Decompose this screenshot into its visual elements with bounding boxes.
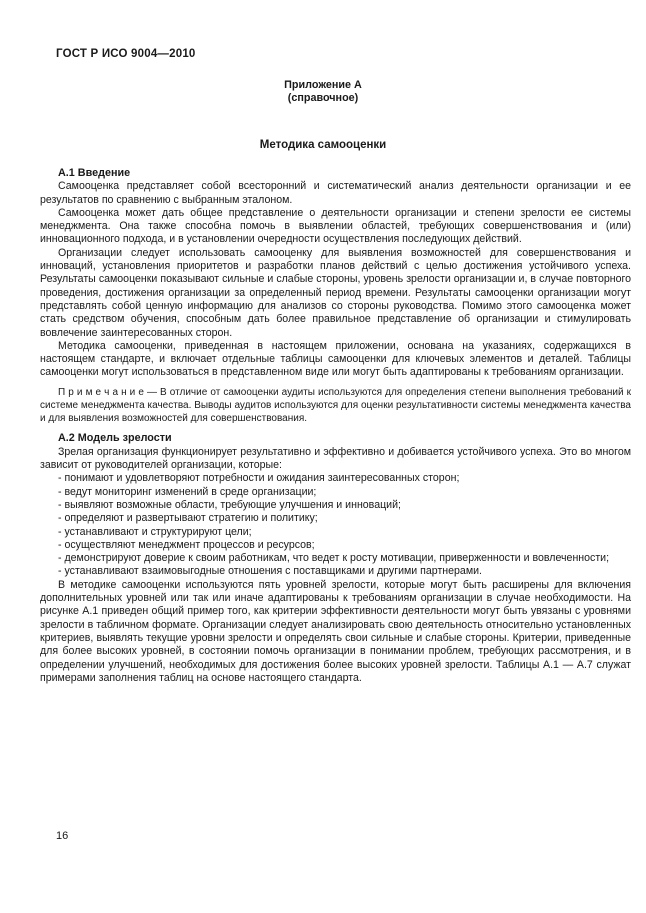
paragraph: Самооценка представляет собой всесторонний и систематический анализ деятельности организации и ее результатов по сравнению с выбранным эталоном.	[40, 180, 631, 206]
list-item: - выявляют возможные области, требующие улучшения и инноваций;	[58, 498, 401, 511]
list-item: - ведут мониторинг изменений в среде организации;	[58, 485, 317, 498]
paragraph: Методика самооценки, приведенная в настоящем приложении, основана на указаниях, содержащихся в настоящем стандарте, и включает отдельные таблицы самооценки для ключевых элементов и деталей. Таблицы самооценки могут использоваться в представленном виде или могут быть адаптированы к требованиям организации.	[40, 339, 631, 379]
list-item: - определяют и развертывают стратегию и политику;	[58, 512, 318, 525]
paragraph: Зрелая организация функционирует результативно и эффективно и добивается устойчивого успеха. Это во многом зависит от руководителей организации, которые:	[40, 445, 631, 472]
annex-heading: Методика самооценки	[259, 139, 387, 151]
list-item: - осуществляют менеджмент процессов и ресурсов;	[58, 538, 315, 551]
closing-paragraph: В методике самооценки используются пять уровней зрелости, которые могут быть расширены для включения дополнительных уровней или так или иначе адаптированы к требованиям организации в случае необходимости. На рисунке А.1 приведен общий пример того, как критерии эффективности деятельности могут быть увязаны с уровнями зрелости в табличном формате. Организации следует анализировать свою деятельность относительно установленных критериев, выявлять текущие уровни зрелости и определять свои сильные и слабые стороны. Критерии, приведенные для более высоких уровней, в состоянии помочь организации в понимании проблем, требующих рассмотрения, и в определении улучшений, необходимых для достижения более высоких уровней зрелости. Таблицы А.1 — А.7 служат примерами заполнения таблиц на основе настоящего стандарта.	[40, 578, 631, 684]
section-a1-heading: А.1 Введение	[58, 167, 131, 179]
page-number: 16	[56, 830, 69, 842]
paragraph: Организации следует использовать самооценку для выявления возможностей для совершенствования и инноваций, установления приоритетов и разработки планов действий с целью достижения устойчивого успеха. Результаты самооценки показывают сильные и слабые стороны, уровень зрелости организации и, в случае повторного проведения, достижения организации за определенный период времени. Результаты самооценки организации могут представлять собой ценную информацию для анализов со стороны руководства. Помимо этого самооценка может стать средством обучения, способным дать более правильное представление об организации и стимулировать вовлечение заинтересованных сторон.	[40, 246, 631, 339]
annex-subtitle: (справочное)	[287, 91, 359, 104]
running-header: ГОСТ Р ИСО 9004—2010	[56, 48, 196, 60]
document-body	[40, 167, 631, 685]
list-item: - понимают и удовлетворяют потребности и ожидания заинтересованных сторон;	[58, 472, 460, 485]
list-item: - устанавливают и структурируют цели;	[58, 525, 252, 538]
note-paragraph: П р и м е ч а н и е — В отличие от самооценки аудиты используются для определения степени выполнения требований к системе менеджмента качества. Выводы аудитов используются для оценки результативности системы менеджмента качества и для выявления возможностей для совершенствования.	[40, 386, 631, 424]
paragraph: Самооценка может дать общее представление о деятельности организации и степени зрелости ее системы менеджмента. Она также способна помочь в выявлении областей, требующих совершенствования и (или) инновационного подхода, и в установлении очередности осуществления последующих действий.	[40, 206, 631, 246]
section-a2-heading: А.2 Модель зрелости	[58, 432, 172, 445]
list-item: - демонстрируют доверие к своим работникам, что ведет к росту мотивации, приверженности и вовлеченности;	[58, 552, 610, 565]
list-item: - устанавливают взаимовыгодные отношения с поставщиками и другими партнерами.	[58, 565, 482, 578]
annex-title: Приложение А	[284, 79, 362, 91]
annex-title-block	[0, 79, 646, 104]
